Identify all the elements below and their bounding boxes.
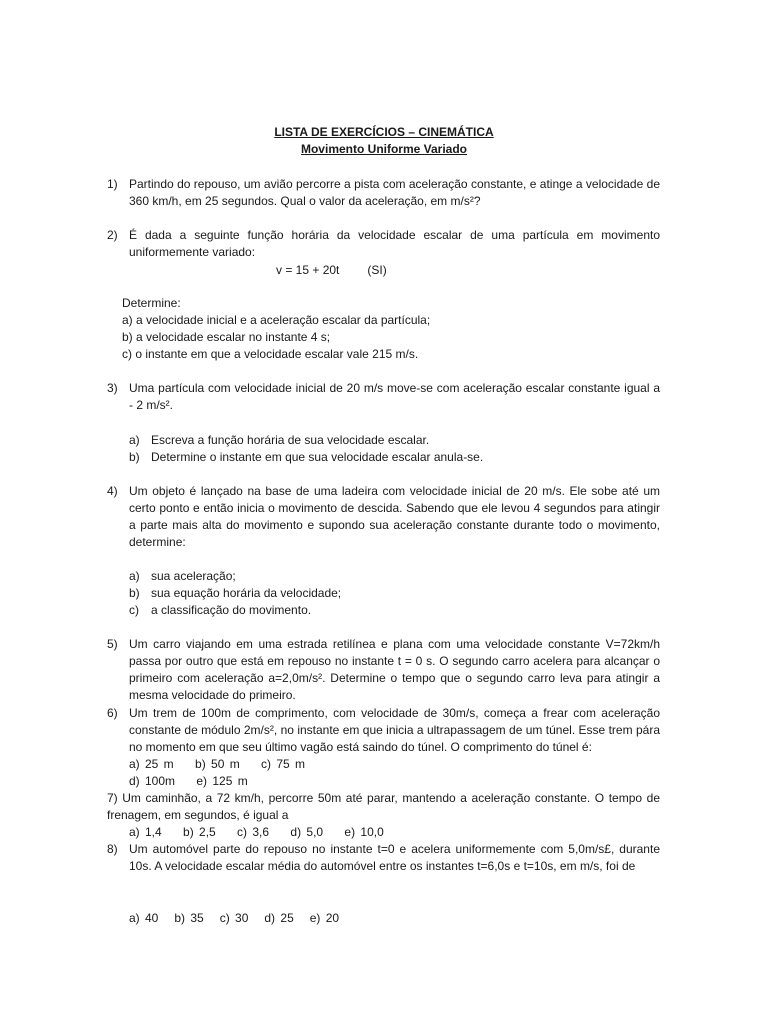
question-text: Um automóvel parte do repouso no instante t=0 e acelera uniformemente com 5,0m/s£, durante 10s. A velocidade escalar média do automóvel entre os instantes t=6,0s e t=10s, em m/s, foi de — [129, 842, 660, 873]
question-number: 2) — [107, 228, 118, 242]
item-label: a) — [129, 433, 140, 447]
determine-label: Determine: — [122, 296, 181, 310]
question-number: 4) — [107, 484, 118, 498]
question-5 — [107, 636, 660, 704]
item-label: b) — [129, 450, 140, 464]
unit-system: (SI) — [367, 263, 387, 277]
answer-options: d) 100m e) 125 m — [129, 774, 248, 788]
question-text: Partindo do repouso, um avião percorre a pista com aceleração constante, e atinge a velocidade de 360 km/h, em 25 segundos. Qual o valor da aceleração, em m/s²? — [129, 177, 660, 208]
question-number: 1) — [107, 177, 118, 191]
list-item — [129, 449, 483, 466]
item-text: sua equação horária da velocidade; — [151, 586, 342, 600]
question-7: 7) Um caminhão, a 72 km/h, percorre 50m até parar, mantendo a aceleração constante. O tempo de frenagem, em segundos, é igual a — [107, 791, 660, 822]
question-8 — [107, 841, 660, 875]
question-number: 6) — [107, 706, 118, 720]
document-title: LISTA DE EXERCÍCIOS – CINEMÁTICA — [274, 125, 494, 139]
list-item: c) o instante em que a velocidade escalar vale 215 m/s. — [122, 347, 419, 361]
question-number: 8) — [107, 842, 118, 856]
question-number: 3) — [107, 381, 118, 395]
question-2 — [107, 227, 660, 261]
list-item: b) a velocidade escalar no instante 4 s; — [122, 330, 331, 344]
item-text: Determine o instante em que sua velocidade escalar anula-se. — [151, 450, 484, 464]
item-label: a) — [129, 569, 140, 583]
question-text: É dada a seguinte função horária da velocidade escalar de uma partícula em movimento uniformemente variado: — [129, 228, 660, 259]
answer-options: a) 1,4 b) 2,5 c) 3,6 d) 5,0 e) 10,0 — [129, 825, 384, 839]
formula: v = 15 + 20t — [276, 263, 340, 277]
question-text: Um objeto é lançado na base de uma ladeira com velocidade inicial de 20 m/s. Ele sobe até um certo ponto e então inicia o movimento de descida. Sabendo que ele levou 4 segundos para atingir a parte mais alta do movimento e supondo sua aceleração constante durante todo o movimento, determine: — [129, 484, 660, 549]
question-1 — [107, 176, 660, 210]
answer-options: a) 25 m b) 50 m c) 75 m — [129, 757, 306, 771]
document-subtitle: Movimento Uniforme Variado — [300, 142, 468, 156]
list-item — [129, 585, 341, 602]
question-3 — [107, 380, 660, 414]
list-item — [129, 432, 429, 449]
item-text: a classificação do movimento. — [151, 603, 312, 617]
item-text: sua aceleração; — [151, 569, 236, 583]
question-text: Um trem de 100m de comprimento, com velocidade de 30m/s, começa a frear com aceleração constante de módulo 2m/s², no instante em que inicia a ultrapassagem de um túnel. Esse trem pára no momento em que seu último vagão está saindo do túnel. O comprimento do túnel é: — [129, 706, 660, 754]
question-text: Uma partícula com velocidade inicial de 20 m/s move-se com aceleração escalar constante igual a - 2 m/s². — [129, 381, 660, 412]
answer-options: a) 40 b) 35 c) 30 d) 25 e) 20 — [129, 911, 340, 925]
item-text: Escreva a função horária de sua velocidade escalar. — [151, 433, 430, 447]
question-4 — [107, 483, 660, 551]
item-label: b) — [129, 586, 140, 600]
question-text: Um carro viajando em uma estrada retilínea e plana com uma velocidade constante V=72km/h passa por outro que está em repouso no instante t = 0 s. O segundo carro acelera para alcançar o primeiro com aceleração a=2,0m/s². Determine o tempo que o segundo carro leva para atingir a mesma velocidade do primeiro. — [129, 637, 660, 702]
list-item: a) a velocidade inicial e a aceleração escalar da partícula; — [122, 313, 431, 327]
list-item — [129, 568, 236, 585]
list-item — [129, 602, 311, 619]
item-label: c) — [129, 603, 139, 617]
velocity-function — [276, 262, 387, 279]
question-6 — [107, 705, 660, 756]
question-number: 5) — [107, 637, 118, 651]
